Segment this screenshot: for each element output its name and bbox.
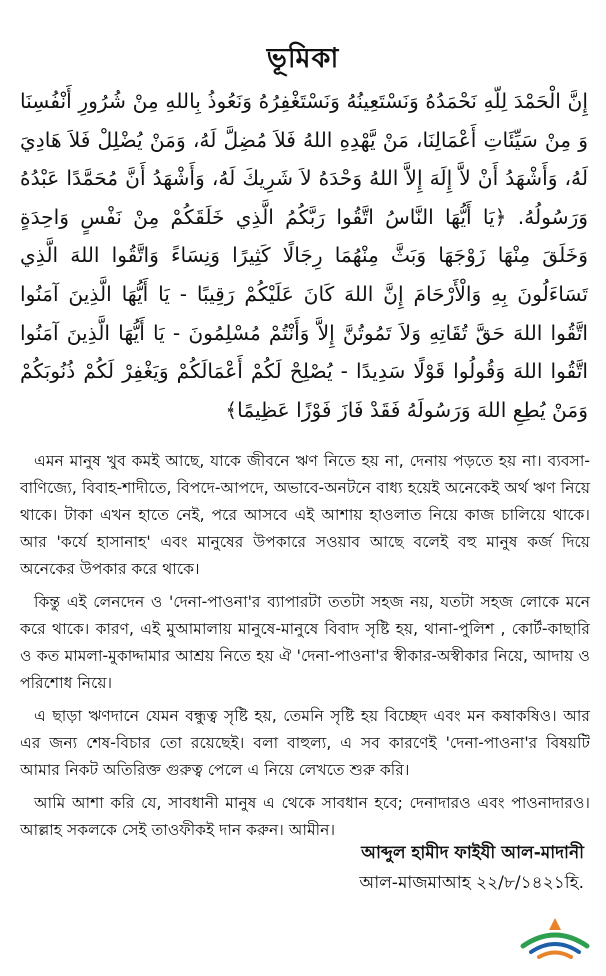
author-name: আব্দুল হামীদ ফাইযী আল-মাদানী	[361, 843, 584, 863]
publisher-logo-icon	[515, 912, 595, 964]
place-date: আল-মাজমাআহ ২২/৮/১৪২১হি.	[359, 873, 584, 893]
paragraph: কিন্তু এই লেনদেন ও 'দেনা-পাওনা'র ব্যাপারটা ততটা সহজ নয়, যতটা সহজ লোকে মনে করে থাকে। কারণ, এই মুআমালায় মানুষে-মানুষে বিবাদ সৃষ্টি হয়, থানা-পুলিশ , কোর্ট-কাছারি ও কত মামলা-মুকাদ্দামার আশ্রয় নিতে হয় ঐ 'দেনা-পাওনা'র স্বীকার-অস্বীকার নিয়ে, আদায় ও পরিশোধ নিয়ে।	[20, 593, 590, 692]
paragraph: এমন মানুষ খুব কমই আছে, যাকে জীবনে ঋণ নিতে হয় না, দেনায় পড়তে হয় না। ব্যবসা-বাণিজ্যে, বিবাহ-শাদীতে, বিপদে-আপদে, অভাবে-অনটনে বাধ্য হয়েই অনেকেই অর্থ ঋণ নিয়ে থাকে। টাকা এখন হাতে নেই, পরে আসবে এই আশায় হাওলাত নিয়ে কাজ চালিয়ে থাকে। আর 'কর্যে হাসানাহ' এবং মানুষের উপকারে সওয়াব আছে বলেই বহু মানুষ কর্জ দিয়ে অনেকের উপকার করে থাকে।	[20, 452, 590, 578]
preface-body	[20, 448, 590, 850]
signature-block	[184, 838, 584, 898]
paragraph: এ ছাড়া ঋণদানে যেমন বন্ধুত্ব সৃষ্টি হয়, তেমনি সৃষ্টি হয় বিচ্ছেদ এবং মন কষাকষিও। আর এর জন্য শেষ-বিচার তো রয়েছেই। বলা বাহুল্য, এ সব কারণেই 'দেনা-পাওনা'র বিষয়টি আমার নিকট অতিরিক্ত গুরুত্ব পেলে এ নিয়ে লেখতে শুরু করি।	[20, 707, 590, 779]
arabic-khutbah: إِنَّ الْحَمْدَ لِلّهِ نَحْمَدُهُ وَنَسْتَعِينُهُ وَنَسْتَغْفِرُهُ وَنَعُوذُ بِاللهِ مِنْ شُرُورِ أَنْفُسِنَا وَ مِنْ سَيِّئَاتِ أَعْمَالِنَا، مَنْ يَّهْدِهِ اللهُ فَلاَ مُضِلَّ لَهُ، وَمَنْ يُضْلِلْ فَلاَ هَادِيَ لَهُ، وَأَشْهَدُ أَنْ لاَّ إِلَهَ إِلاَّ اللهُ وَحْدَهُ لاَ شَرِيكَ لَهُ، وَأَشْهَدُ أَنَّ مُحَمَّدًا عَبْدُهُ وَرَسُولُهُ. ﴿يَا أَيُّهَا النَّاسُ اتَّقُوا رَبَّكُمُ الَّذِي خَلَقَكُمْ مِنْ نَفْسٍ وَاحِدَةٍ وَخَلَقَ مِنْهَا زَوْجَهَا وَبَثَّ مِنْهُمَا رِجَالًا كَثِيرًا وَنِسَاءً وَاتَّقُوا اللهَ الَّذِي تَسَاءَلُونَ بِهِ وَالْأَرْحَامَ إِنَّ اللهَ كَانَ عَلَيْكُمْ رَقِيبًا - يَا أَيُّهَا الَّذِينَ آمَنُوا اتَّقُوا اللهَ حَقَّ تُقَاتِهِ وَلاَ تَمُوتُنَّ إِلاَّ وَأَنْتُمْ مُسْلِمُونَ - يَا أَيُّهَا الَّذِينَ آمَنُوا اتَّقُوا اللهَ وَقُولُوا قَوْلًا سَدِيدًا - يُصْلِحْ لَكُمْ أَعْمَالَكُمْ وَيَغْفِرْ لَكُمْ ذُنُوبَكُمْ وَمَنْ يُطِعِ اللهَ وَرَسُولَهُ فَقَدْ فَازَ فَوْزًا عَظِيمًا﴾	[20, 89, 588, 422]
page-title: ভূমিকা	[266, 43, 340, 74]
paragraph: আমি আশা করি যে, সাবধানী মানুষ এ থেকে সাবধান হবে; দেনাদারও এবং পাওনাদারও। আল্লাহ সকলকে সেই তাওফীকই দান করুন। আমীন।	[20, 794, 590, 839]
